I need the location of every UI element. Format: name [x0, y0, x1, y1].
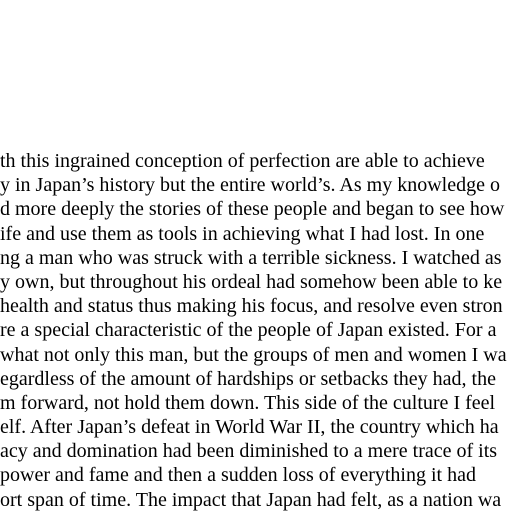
text-line: y own, but throughout his ordeal had somehow been able to ke — [0, 270, 503, 293]
body-text — [0, 149, 512, 512]
text-line: what not only this man, but the groups of men and women I wa — [0, 343, 507, 366]
text-line: power and fame and then a sudden loss of everything it had — [0, 464, 476, 487]
text-line: health and status thus making his focus, and resolve even stron — [0, 295, 503, 318]
text-line: acy and domination had been diminished to a mere trace of its — [0, 440, 498, 463]
text-line: m forward, not hold them down. This side of the culture I feel — [0, 391, 496, 414]
text-line: y in Japan’s history but the entire world’s. As my knowledge o — [0, 174, 500, 197]
text-line: re a special characteristic of the people of Japan existed. For a — [0, 319, 497, 342]
text-line: ort span of time. The impact that Japan had felt, as a nation wa — [0, 488, 502, 511]
text-line: d more deeply the stories of these people and began to see how — [0, 198, 505, 221]
text-line: egardless of the amount of hardships or setbacks they had, the — [0, 367, 496, 390]
text-line: th this ingrained conception of perfection are able to achieve — [0, 150, 485, 172]
text-line: ife and use them as tools in achieving what I had lost. In one — [0, 222, 485, 245]
text-line: ng a man who was struck with a terrible sickness. I watched as — [0, 246, 502, 269]
text-line: elf. After Japan’s defeat in World War II, the country which ha — [0, 416, 499, 439]
